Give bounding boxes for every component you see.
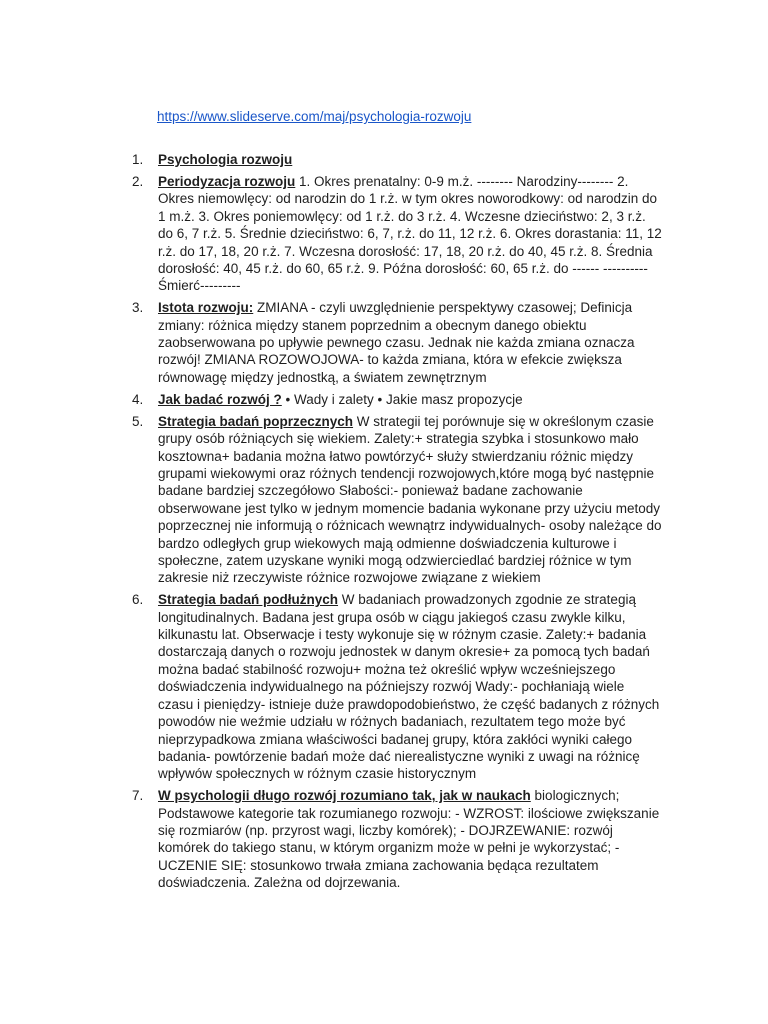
item-text: biologicznych; Podstawowe kategorie tak rozumianego rozwoju: - WZROST: ilościowe zwiększanie się rozmiarów (np. przyrost wagi, liczby komórek); - DOJRZEWANIE: rozwój komórek do takiego stanu, w którym organizm może w pełni je wykorzystać; - UCZENIE SIĘ: stosunkowo trwała zmiana zachowania będąca rezultatem doświadczenia. Zależna od dojrzewania. <box>158 788 660 891</box>
list-item <box>122 591 662 782</box>
item-number: 1. <box>132 152 144 167</box>
list-item <box>122 299 662 386</box>
item-heading: Strategia badań poprzecznych <box>158 413 354 429</box>
item-text: 1. Okres prenatalny: 0-9 m.ż. -------- Narodziny-------- 2. Okres niemowlęcy: od narodzin do 1 r.ż. w tym okres noworodkowy: od narodzin do 1 m.ż. 3. Okres poniemowlęcy: od 1 r.ż. do 3 r.ż. 4. Wczesne dzieciństwo: 2, 3 r.ż. do 6, 7 r.ż. 5. Średnie dzieciństwo: 6, 7, r.ż. do 11, 12 r.ż. 6. Okres dorastania: 11, 12 r.ż. do 17, 18, 20 r.ż. 7. Wczesna dorosłość: 17, 18, 20 r.ż. do 40, 45 r.ż. 8. Średnia dorosłość: 40, 45 r.ż. do 60, 65 r.ż. 9. Późna dorosłość: 60, 65 r.ż. do ------ ----------Śmierć--------- <box>158 173 662 294</box>
item-number: 2. <box>132 173 144 189</box>
item-number: 4. <box>132 391 144 407</box>
item-heading: Psychologia rozwoju <box>158 152 293 167</box>
list-item <box>122 151 662 168</box>
list-item <box>122 391 662 408</box>
item-heading: Periodyzacja rozwoju <box>158 173 296 189</box>
list-item <box>122 413 662 587</box>
item-heading: Istota rozwoju: <box>158 300 254 316</box>
source-link[interactable]: https://www.slideserve.com/maj/psychologia-rozwoju <box>157 109 472 124</box>
item-number: 6. <box>132 592 144 608</box>
item-text: W strategii tej porównuje się w określonym czasie grupy osób różniących się wiekiem. Zalety:+ strategia szybka i stosunkowo mało kosztowna+ badania można łatwo powtórzyć+ służy stwierdzaniu różnic między grupami wiekowymi oraz różnych tendencji rozwojowych,które mogą być następnie badane bardziej szczegółowo Słabości:- ponieważ badane zachowanie obserwowane jest tylko w jednym momencie badania wykonane przy użyciu metody poprzecznej nie informują o różnicach wewnątrz indywidualnych- osoby należące do bardzo odległych grup wiekowych mają odmienne doświadczenia kulturowe i społeczne, zatem uzyskane wyniki mogą odzwierciedlać bardziej różnice w tym zakresie niż rzeczywiste różnice rozwojowe związane z wiekiem <box>158 413 662 586</box>
content-list <box>122 151 662 896</box>
item-text: • Wady i zalety • Jakie masz propozycje <box>281 391 523 407</box>
item-heading: Jak badać rozwój ? <box>158 391 282 407</box>
item-number: 3. <box>132 300 144 316</box>
item-text: W badaniach prowadzonych zgodnie ze strategią longitudinalnych. Badana jest grupa osób w ciągu jakiegoś czasu zwykle kilku, kilkunastu lat. Obserwacje i testy wykonuje się w różnym czasie. Zalety:+ badania dostarczają danych o rozwoju jednostek w danym okresie+ za pomocą tych badań można badać stabilność rozwoju+ można też określić wpływ wcześniejszego doświadczenia indywidualnego na późniejszy rozwój Wady:- pochłaniają wiele czasu i pieniędzy- istnieje duże prawdopodobieństwo, że część badanych z różnych powodów nie weźmie udziału w różnych badaniach, rezultatem tego może być nieprzypadkowa zmiana właściwości badanej grupy, która zakłóci wyniki całego badania- powtórzenie badań może dać nierealistyczne wyniki z uwagi na różnicę wpływów społecznych w różnym czasie historycznym <box>158 592 660 782</box>
item-heading: W psychologii długo rozwój rozumiano tak, jak w naukach <box>158 788 531 804</box>
list-item <box>122 787 662 891</box>
list-item <box>122 173 662 295</box>
item-heading: Strategia badań podłużnych <box>158 592 339 608</box>
item-text: ZMIANA - czyli uwzględnienie perspektywy czasowej; Definicja zmiany: różnica między stanem poprzednim a obecnym danego obiektu zaobserwowana po upływie pewnego czasu. Jednak nie każda zmiana oznacza rozwój! ZMIANA ROZOWOJOWA- to każda zmiana, która w efekcie zwiększa równowagę między jednostką, a światem zewnętrznym <box>158 300 635 385</box>
item-number: 7. <box>132 788 144 804</box>
item-number: 5. <box>132 413 144 429</box>
